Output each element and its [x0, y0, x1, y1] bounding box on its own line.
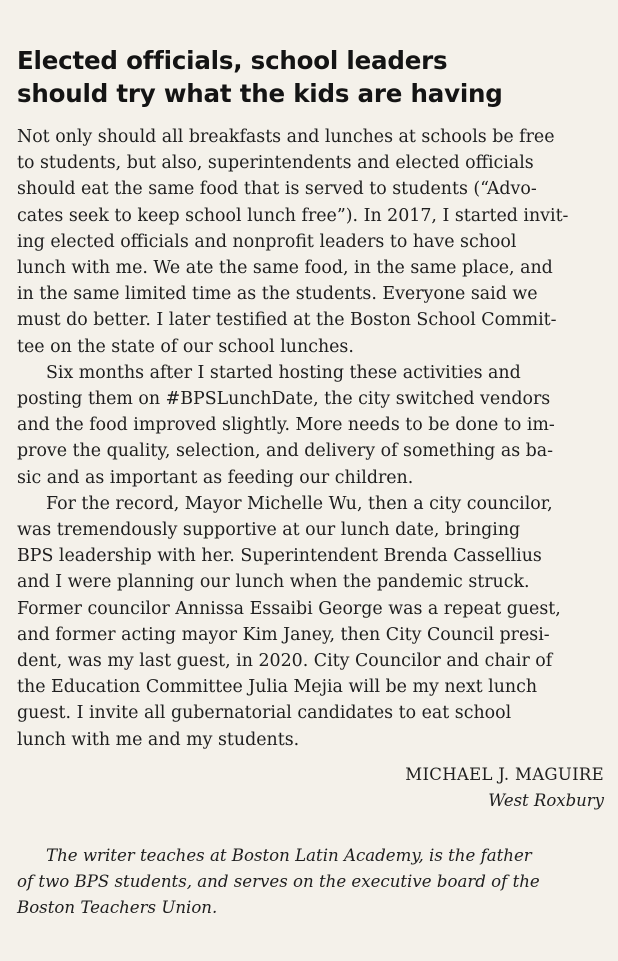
note-line: The writer teaches at Boston Latin Academy, is the father — [46, 846, 532, 865]
headline-line: should try what the kids are having — [17, 79, 503, 108]
body-line: lunch with me and my students. — [17, 729, 300, 750]
headline — [17, 44, 607, 110]
body-line: dent, was my last guest, in 2020. City Councilor and chair of — [17, 651, 553, 672]
body-line: the Education Committee Julia Mejia will be my next lunch — [17, 677, 538, 698]
letter-body — [17, 124, 611, 753]
signature-name: MICHAEL J. MAGUIRE — [405, 765, 604, 784]
note-line: of two BPS students, and serves on the executive board of the — [17, 872, 540, 891]
body-line: must do better. I later testified at the Boston School Commit- — [17, 310, 557, 331]
body-line: in the same limited time as the students. Everyone said we — [17, 284, 538, 305]
body-line: sic and as important as feeding our children. — [17, 467, 414, 488]
body-line: and former acting mayor Kim Janey, then City Council presi- — [17, 624, 550, 645]
body-line: and the food improved slightly. More needs to be done to im- — [17, 415, 555, 436]
signature-place: West Roxbury — [488, 791, 604, 810]
body-line: cates seek to keep school lunch free”). In 2017, I started invit- — [17, 205, 569, 226]
headline-line: Elected officials, school leaders — [17, 46, 448, 75]
body-line: was tremendously supportive at our lunch date, bringing — [17, 520, 521, 541]
body-line: to students, but also, superintendents and elected officials — [17, 153, 534, 174]
body-line: prove the quality, selection, and delivery of something as ba- — [17, 441, 554, 462]
body-line: tee on the state of our school lunches. — [17, 336, 354, 357]
body-line: BPS leadership with her. Superintendent Brenda Cassellius — [17, 546, 542, 567]
body-line: should eat the same food that is served to students (“Advo- — [17, 179, 537, 200]
body-line: Six months after I started hosting these activities and — [46, 362, 521, 383]
body-line: lunch with me. We ate the same food, in the same place, and — [17, 258, 553, 279]
body-line: Not only should all breakfasts and lunches at schools be free — [17, 127, 555, 147]
author-note — [17, 843, 611, 921]
body-line: posting them on #BPSLunchDate, the city switched vendors — [17, 389, 551, 410]
body-line: For the record, Mayor Michelle Wu, then a city councilor, — [46, 493, 553, 514]
body-line: and I were planning our lunch when the pandemic struck. — [17, 572, 530, 593]
body-line: ing elected officials and nonprofit leaders to have school — [17, 231, 517, 252]
body-line: Former councilor Annissa Essaibi George was a repeat guest, — [17, 598, 561, 619]
body-line: guest. I invite all gubernatorial candidates to eat school — [17, 703, 512, 724]
note-line: Boston Teachers Union. — [17, 898, 218, 917]
